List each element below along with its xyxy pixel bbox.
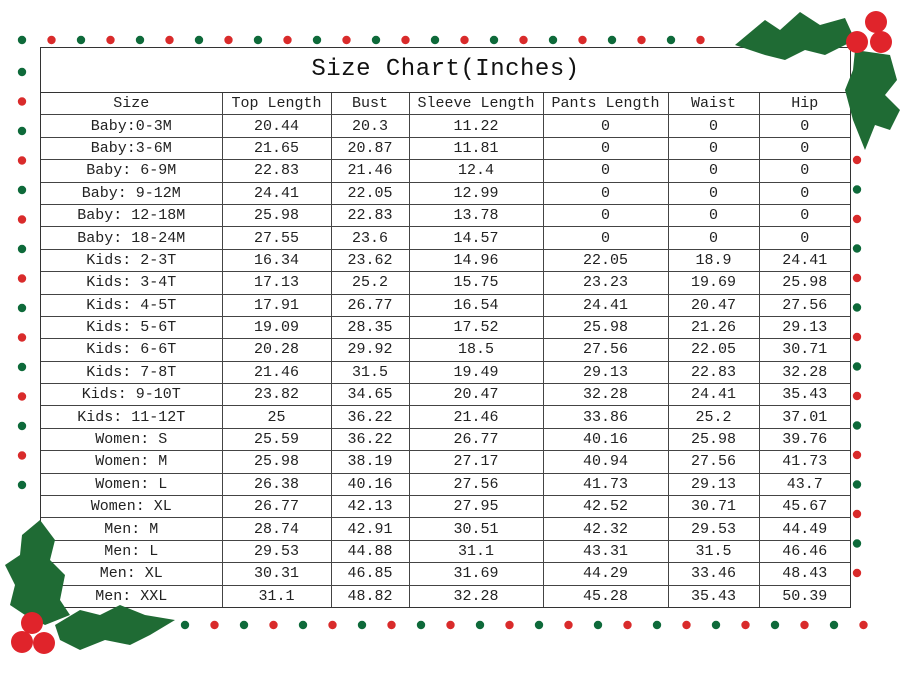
measurement-cell: 24.41 (759, 249, 850, 271)
border-dot (476, 621, 484, 629)
border-dot (800, 621, 808, 629)
size-label-cell: Kids: 5-6T (41, 316, 222, 338)
measurement-cell: 19.69 (668, 272, 759, 294)
measurement-cell: 32.28 (409, 585, 543, 607)
border-dot (853, 510, 861, 518)
table-row (41, 406, 850, 428)
measurement-cell: 18.9 (668, 249, 759, 271)
measurement-cell: 23.82 (222, 384, 331, 406)
measurement-cell: 33.46 (668, 563, 759, 585)
border-dot (18, 156, 26, 164)
table-row (41, 227, 850, 249)
border-dot (431, 36, 439, 44)
measurement-cell: 27.56 (409, 473, 543, 495)
measurement-cell: 12.4 (409, 160, 543, 182)
measurement-cell: 16.34 (222, 249, 331, 271)
measurement-cell: 35.43 (759, 384, 850, 406)
measurement-cell: 21.65 (222, 137, 331, 159)
border-dot (853, 303, 861, 311)
border-dot (446, 621, 454, 629)
border-dot (210, 621, 218, 629)
border-dot (18, 36, 26, 44)
measurement-cell: 25.98 (668, 428, 759, 450)
border-dot (549, 36, 557, 44)
holly-top-right-decoration (725, 0, 904, 160)
measurement-cell: 0 (543, 227, 668, 249)
measurement-cell: 40.16 (543, 428, 668, 450)
measurement-cell: 27.56 (543, 339, 668, 361)
measurement-cell: 29.13 (668, 473, 759, 495)
table-row (41, 160, 850, 182)
measurement-cell: 24.41 (222, 182, 331, 204)
measurement-cell: 0 (543, 160, 668, 182)
measurement-cell: 25.98 (543, 316, 668, 338)
measurement-cell: 0 (543, 115, 668, 137)
size-label-cell: Kids: 3-4T (41, 272, 222, 294)
measurement-cell: 21.46 (331, 160, 409, 182)
table-row (41, 361, 850, 383)
measurement-cell: 22.83 (331, 204, 409, 226)
measurement-cell: 42.91 (331, 518, 409, 540)
measurement-cell: 0 (759, 227, 850, 249)
measurement-cell: 0 (759, 204, 850, 226)
size-label-cell: Men: L (41, 540, 222, 562)
measurement-cell: 17.13 (222, 272, 331, 294)
border-dot (283, 36, 291, 44)
border-dot (853, 274, 861, 282)
measurement-cell: 43.7 (759, 473, 850, 495)
border-dot (18, 215, 26, 223)
border-dot (667, 36, 675, 44)
measurement-cell: 37.01 (759, 406, 850, 428)
table-row (41, 384, 850, 406)
measurement-cell: 0 (668, 115, 759, 137)
measurement-cell: 0 (543, 137, 668, 159)
measurement-cell: 13.78 (409, 204, 543, 226)
column-header: Sleeve Length (409, 93, 543, 115)
size-label-cell: Baby: 18-24M (41, 227, 222, 249)
border-dot (653, 621, 661, 629)
measurement-cell: 0 (668, 160, 759, 182)
measurement-cell: 25.98 (222, 204, 331, 226)
border-dot (372, 36, 380, 44)
measurement-cell: 31.5 (668, 540, 759, 562)
measurement-cell: 26.77 (409, 428, 543, 450)
border-dot (460, 36, 468, 44)
size-label-cell: Men: XXL (41, 585, 222, 607)
size-label-cell: Baby: 6-9M (41, 160, 222, 182)
border-dot (741, 621, 749, 629)
border-dot (594, 621, 602, 629)
measurement-cell: 46.85 (331, 563, 409, 585)
measurement-cell: 32.28 (759, 361, 850, 383)
measurement-cell: 39.76 (759, 428, 850, 450)
measurement-cell: 12.99 (409, 182, 543, 204)
border-dot (853, 569, 861, 577)
size-label-cell: Baby:3-6M (41, 137, 222, 159)
measurement-cell: 25.2 (331, 272, 409, 294)
size-label-cell: Kids: 4-5T (41, 294, 222, 316)
table-row (41, 451, 850, 473)
column-header: Waist (668, 93, 759, 115)
measurement-cell: 20.47 (668, 294, 759, 316)
measurement-cell: 0 (543, 182, 668, 204)
measurement-cell: 0 (759, 182, 850, 204)
measurement-cell: 48.43 (759, 563, 850, 585)
measurement-cell: 26.77 (222, 496, 331, 518)
border-dot (608, 36, 616, 44)
border-dot (254, 36, 262, 44)
measurement-cell: 0 (759, 160, 850, 182)
border-dot (401, 36, 409, 44)
measurement-cell: 30.31 (222, 563, 331, 585)
column-header: Bust (331, 93, 409, 115)
measurement-cell: 21.46 (222, 361, 331, 383)
measurement-cell: 20.87 (331, 137, 409, 159)
measurement-cell: 32.28 (543, 384, 668, 406)
border-dot (696, 36, 704, 44)
measurement-cell: 28.35 (331, 316, 409, 338)
column-header: Size (41, 93, 222, 115)
chart-title: Size Chart(Inches) (41, 48, 850, 93)
measurement-cell: 0 (668, 137, 759, 159)
border-dot (18, 451, 26, 459)
border-dot (299, 621, 307, 629)
border-dot (47, 36, 55, 44)
measurement-cell: 27.56 (759, 294, 850, 316)
border-dot (18, 422, 26, 430)
size-label-cell: Kids: 11-12T (41, 406, 222, 428)
measurement-cell: 42.32 (543, 518, 668, 540)
border-dot (578, 36, 586, 44)
measurement-cell: 41.73 (759, 451, 850, 473)
border-dot (853, 362, 861, 370)
measurement-cell: 22.05 (543, 249, 668, 271)
size-label-cell: Men: M (41, 518, 222, 540)
size-label-cell: Baby:0-3M (41, 115, 222, 137)
border-dot (313, 36, 321, 44)
column-header: Hip (759, 93, 850, 115)
border-dot (771, 621, 779, 629)
border-dot (18, 186, 26, 194)
measurement-cell: 20.28 (222, 339, 331, 361)
table-row (41, 428, 850, 450)
border-dot (136, 36, 144, 44)
border-dot (328, 621, 336, 629)
measurement-cell: 40.16 (331, 473, 409, 495)
border-dot (853, 185, 861, 193)
border-dot (859, 621, 867, 629)
measurement-cell: 21.46 (409, 406, 543, 428)
measurement-cell: 30.71 (759, 339, 850, 361)
measurement-cell: 0 (543, 204, 668, 226)
measurement-cell: 22.83 (222, 160, 331, 182)
border-dot (853, 539, 861, 547)
measurement-cell: 22.83 (668, 361, 759, 383)
border-dot (165, 36, 173, 44)
measurement-cell: 41.73 (543, 473, 668, 495)
border-dot (106, 36, 114, 44)
measurement-cell: 40.94 (543, 451, 668, 473)
size-label-cell: Kids: 9-10T (41, 384, 222, 406)
border-dot (18, 245, 26, 253)
measurement-cell: 45.28 (543, 585, 668, 607)
table-row (41, 294, 850, 316)
measurement-cell: 30.71 (668, 496, 759, 518)
size-label-cell: Baby: 9-12M (41, 182, 222, 204)
measurement-cell: 27.56 (668, 451, 759, 473)
border-dot (853, 480, 861, 488)
measurement-cell: 25 (222, 406, 331, 428)
column-header: Top Length (222, 93, 331, 115)
measurement-cell: 29.53 (222, 540, 331, 562)
measurement-cell: 20.44 (222, 115, 331, 137)
measurement-cell: 46.46 (759, 540, 850, 562)
measurement-cell: 31.5 (331, 361, 409, 383)
table-row (41, 316, 850, 338)
border-dot (387, 621, 395, 629)
border-dot (18, 97, 26, 105)
border-dot (417, 621, 425, 629)
measurement-cell: 20.47 (409, 384, 543, 406)
size-label-cell: Kids: 2-3T (41, 249, 222, 271)
measurement-cell: 24.41 (543, 294, 668, 316)
border-dot (240, 621, 248, 629)
table-row (41, 473, 850, 495)
measurement-cell: 17.52 (409, 316, 543, 338)
size-label-cell: Men: XL (41, 563, 222, 585)
border-dot (519, 36, 527, 44)
border-dot (358, 621, 366, 629)
measurement-cell: 50.39 (759, 585, 850, 607)
border-dot (269, 621, 277, 629)
border-dot (18, 481, 26, 489)
measurement-cell: 25.59 (222, 428, 331, 450)
measurement-cell: 14.57 (409, 227, 543, 249)
measurement-cell: 26.38 (222, 473, 331, 495)
size-label-cell: Women: L (41, 473, 222, 495)
measurement-cell: 27.17 (409, 451, 543, 473)
table-row (41, 339, 850, 361)
measurement-cell: 29.92 (331, 339, 409, 361)
measurement-cell: 31.1 (409, 540, 543, 562)
measurement-cell: 36.22 (331, 428, 409, 450)
border-dot (853, 421, 861, 429)
measurement-cell: 0 (759, 137, 850, 159)
table-row (41, 204, 850, 226)
border-dot (224, 36, 232, 44)
border-dot (505, 621, 513, 629)
measurement-cell: 44.88 (331, 540, 409, 562)
measurement-cell: 24.41 (668, 384, 759, 406)
measurement-cell: 11.81 (409, 137, 543, 159)
measurement-cell: 28.74 (222, 518, 331, 540)
measurement-cell: 23.62 (331, 249, 409, 271)
measurement-cell: 45.67 (759, 496, 850, 518)
measurement-cell: 23.6 (331, 227, 409, 249)
measurement-cell: 25.98 (222, 451, 331, 473)
table-row (41, 272, 850, 294)
measurement-cell: 42.52 (543, 496, 668, 518)
measurement-cell: 27.55 (222, 227, 331, 249)
size-label-cell: Baby: 12-18M (41, 204, 222, 226)
border-dot (853, 215, 861, 223)
table-row (41, 249, 850, 271)
border-dot (18, 304, 26, 312)
size-label-cell: Women: XL (41, 496, 222, 518)
border-dot (490, 36, 498, 44)
measurement-cell: 0 (668, 227, 759, 249)
measurement-cell: 38.19 (331, 451, 409, 473)
measurement-cell: 29.13 (759, 316, 850, 338)
measurement-cell: 18.5 (409, 339, 543, 361)
table-row (41, 182, 850, 204)
measurement-cell: 42.13 (331, 496, 409, 518)
border-dot (18, 363, 26, 371)
measurement-cell: 17.91 (222, 294, 331, 316)
border-dot (853, 392, 861, 400)
size-label-cell: Women: S (41, 428, 222, 450)
size-label-cell: Kids: 7-8T (41, 361, 222, 383)
border-dot (18, 392, 26, 400)
border-dot (564, 621, 572, 629)
border-dot (623, 621, 631, 629)
measurement-cell: 27.95 (409, 496, 543, 518)
measurement-cell: 33.86 (543, 406, 668, 428)
measurement-cell: 20.3 (331, 115, 409, 137)
measurement-cell: 36.22 (331, 406, 409, 428)
measurement-cell: 0 (668, 182, 759, 204)
measurement-cell: 44.29 (543, 563, 668, 585)
holly-bottom-left-decoration (0, 515, 185, 675)
measurement-cell: 23.23 (543, 272, 668, 294)
border-dot (18, 274, 26, 282)
measurement-cell: 25.2 (668, 406, 759, 428)
border-dot (342, 36, 350, 44)
measurement-cell: 19.09 (222, 316, 331, 338)
measurement-cell: 35.43 (668, 585, 759, 607)
border-dot (18, 68, 26, 76)
measurement-cell: 25.98 (759, 272, 850, 294)
column-header: Pants Length (543, 93, 668, 115)
border-dot (682, 621, 690, 629)
border-dot (712, 621, 720, 629)
measurement-cell: 29.53 (668, 518, 759, 540)
border-dot (637, 36, 645, 44)
measurement-cell: 14.96 (409, 249, 543, 271)
measurement-cell: 48.82 (331, 585, 409, 607)
measurement-cell: 22.05 (668, 339, 759, 361)
size-label-cell: Women: M (41, 451, 222, 473)
border-dot (535, 621, 543, 629)
measurement-cell: 26.77 (331, 294, 409, 316)
measurement-cell: 16.54 (409, 294, 543, 316)
border-dot (830, 621, 838, 629)
border-dot (18, 127, 26, 135)
measurement-cell: 15.75 (409, 272, 543, 294)
measurement-cell: 0 (668, 204, 759, 226)
measurement-cell: 31.69 (409, 563, 543, 585)
measurement-cell: 44.49 (759, 518, 850, 540)
border-dot (853, 451, 861, 459)
measurement-cell: 11.22 (409, 115, 543, 137)
measurement-cell: 30.51 (409, 518, 543, 540)
measurement-cell: 34.65 (331, 384, 409, 406)
border-dot (77, 36, 85, 44)
measurement-cell: 31.1 (222, 585, 331, 607)
border-dot (195, 36, 203, 44)
border-dot (853, 333, 861, 341)
measurement-cell: 29.13 (543, 361, 668, 383)
measurement-cell: 22.05 (331, 182, 409, 204)
border-dot (18, 333, 26, 341)
border-dot (853, 244, 861, 252)
measurement-cell: 43.31 (543, 540, 668, 562)
measurement-cell: 19.49 (409, 361, 543, 383)
measurement-cell: 0 (759, 115, 850, 137)
measurement-cell: 21.26 (668, 316, 759, 338)
size-label-cell: Kids: 6-6T (41, 339, 222, 361)
